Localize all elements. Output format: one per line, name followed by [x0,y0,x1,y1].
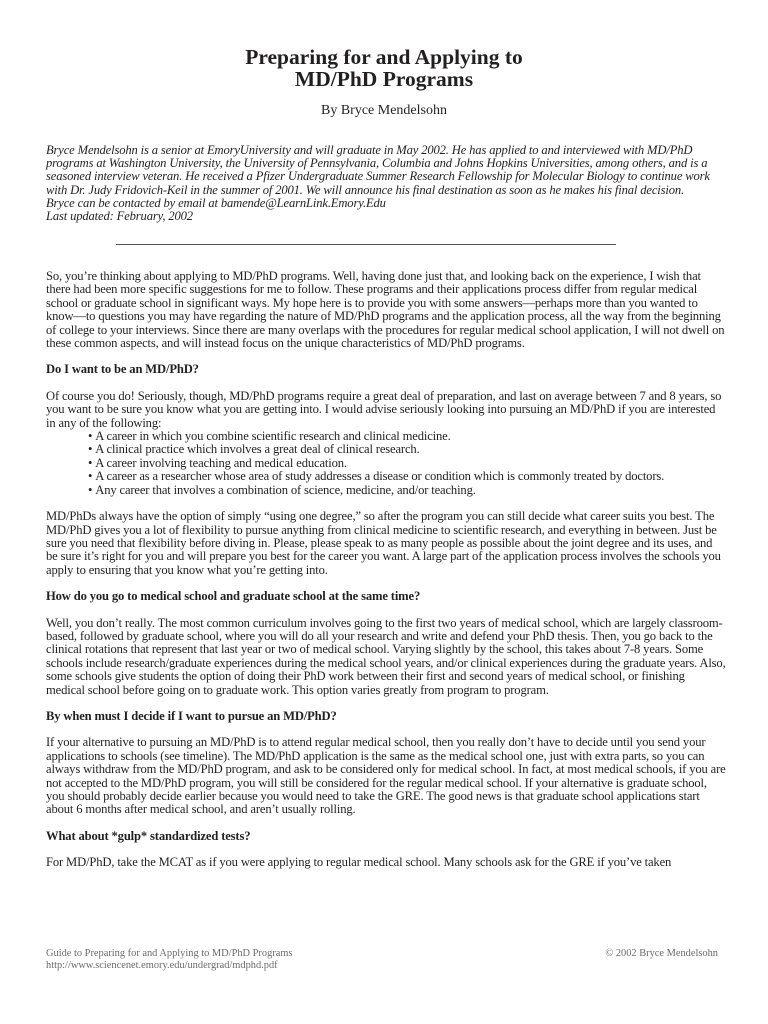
paragraph: MD/PhDs always have the option of simply “using one degree,” so after the program you can still decide what career suits you best. The MD/PhD gives you a lot of flexibility to pursue anything from clinical medicine to scientific research, and everything in between. Just be sure you need that flexibility before diving in. Please, please speak to as many people as possible about the joint degree and its uses, and be sure it’s right for you and will prepare you best for the career you want. A large part of the application process involves the schools you apply to ensuring that you know what you’re getting into. [46,509,721,577]
section-heading: Do I want to be an MD/PhD? [46,362,199,377]
paragraph: For MD/PhD, take the MCAT as if you were applying to regular medical school. Many schools ask for the GRE if you’ve taken [46,855,672,870]
career-bullet-list [46,430,726,497]
paragraph: Well, you don’t really. The most common curriculum involves going to the first two years of medical school, which are largely classroom-based, followed by graduate school, where you will do all your research and write and defend your PhD thesis. Then, you go back to the clinical rotations that represent that last year or two of medical school. Varying slightly by the school, this takes about 7-8 years. Some schools include research/graduate experiences during the medical school years, and/or clinical experiences during the graduate years. Also, some schools give students the option of doing their PhD work between their first and second years of medical school, or finishing medical school before going on to graduate work. This option varies greatly from program to program. [46,615,726,697]
page-title-line-1: Preparing for and Applying to [245,45,523,69]
intro-paragraph: So, you’re thinking about applying to MD/PhD programs. Well, having done just that, and looking back on the experience, I wish that there had been more specific suggestions for me to follow. These programs and their applications process differ from regular medical school or graduate school in significant ways. My hope here is to provide you with some answers—perhaps more than you wanted to know—to questions you may have regarding the nature of MD/PhD programs and the application process, all the way from the beginning of college to your interviews. Since there are many overlaps with the procedures for regular medical school application, I will not dwell on these common aspects, and will instead focus on the unique characteristics of MD/PhD programs. [46,269,725,351]
bio-updated: Last updated: February, 2002 [46,209,193,224]
article-body [46,270,726,883]
page-title-line-2: MD/PhD Programs [294,67,474,91]
paragraph: If your alternative to pursuing an MD/PhD is to attend regular medical school, then you really don’t have to decide until you send your applications to schools (see timeline). The MD/PhD application is the same as the medical school one, just with extra parts, so you can always withdraw from the MD/PhD program, and ask to be considered only for medical school. In fact, at most medical schools, if you are not accepted to the MD/PhD program, you will still be considered for the regular medical school. If your alternative is graduate school, you should probably decide earlier because you would need to take the GRE. The good news is that graduate school applications start about 6 months after medical school, and aren’t usually rolling. [46,735,726,817]
footer-guide-title: Guide to Preparing for and Applying to MD/PhD Programs [46,948,293,959]
footer-url: http://www.sciencenet.emory.edu/undergrad/mdphd.pdf [46,960,278,971]
bio-contact: Bryce can be contacted by email at bamende@LearnLink.Emory.Edu [46,195,386,210]
list-item: • A career as a researcher whose area of study addresses a disease or condition which is commonly treated by doctors. [88,470,726,483]
list-item: • A career involving teaching and medical education. [88,457,726,470]
footer-copyright: © 2002 Bryce Mendelsohn [605,948,718,959]
byline: By Bryce Mendelsohn [321,103,447,118]
section-heading: By when must I decide if I want to pursue an MD/PhD? [46,708,337,723]
list-item: • Any career that involves a combination of science, medicine, and/or teaching. [88,484,726,497]
section-heading: What about *gulp* standardized tests? [46,828,251,843]
list-item: • A clinical practice which involves a great deal of clinical research. [88,443,726,456]
author-bio [46,144,726,223]
paragraph: Of course you do! Seriously, though, MD/PhD programs require a great deal of preparation, and last on average between 7 and 8 years, so you want to be sure you know what you are getting into. I would advise seriously looking into pursuing an MD/PhD if you are interested in any of the following: [46,388,722,430]
list-item: • A career in which you combine scientific research and clinical medicine. [88,430,726,443]
section-heading: How do you go to medical school and graduate school at the same time? [46,589,421,604]
divider-rule [116,244,616,245]
footer-source [46,948,292,972]
bio-text: Bryce Mendelsohn is a senior at EmoryUniversity and will graduate in May 2002. He has applied to and interviewed with MD/PhD programs at Washington University, the University of Pennsylvania, Columbia and Johns Hopkins Universities, among others, and is a seasoned interview veteran. He received a Pfizer Undergraduate Summer Research Fellowship for Molecular Biology to continue work with Dr. Judy Fridovich-Keil in the summer of 2001. We will announce his final destination as soon as he makes his final decision. [46,143,710,197]
